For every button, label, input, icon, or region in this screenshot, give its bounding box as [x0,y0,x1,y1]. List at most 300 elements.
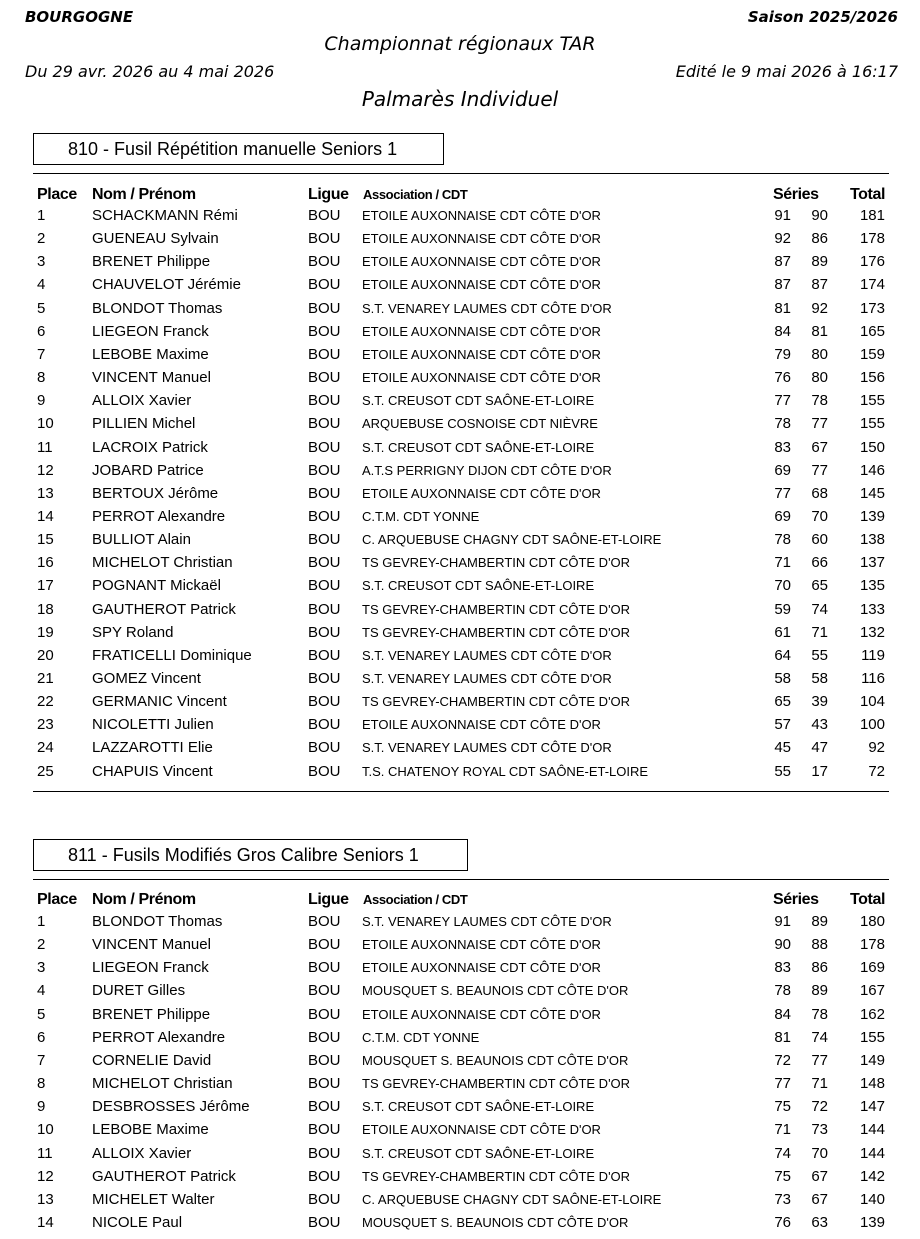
ligue-cell: BOU [308,577,341,595]
place-cell: 7 [37,345,46,363]
place-cell: 1 [37,207,46,224]
series-2-cell: 77 [811,415,828,433]
name-cell: CHAPUIS Vincent [92,762,213,780]
ligue-cell: BOU [308,1190,341,1208]
total-cell: 139 [859,507,885,525]
ligue-cell: BOU [308,1005,341,1023]
series-2-cell: 63 [811,1213,828,1231]
place-cell: 10 [37,1121,54,1139]
association-cell: A.T.S PERRIGNY DIJON CDT CÔTE D'OR [362,462,612,478]
ligue-cell: BOU [308,484,341,502]
table-row [0,323,920,346]
place-cell: 15 [37,531,54,549]
table-row [0,1075,920,1098]
total-cell: 174 [859,276,885,294]
col-header-association: Association / CDT [363,892,468,907]
place-cell: 12 [37,461,54,479]
series-2-cell: 77 [811,1051,828,1069]
place-cell: 5 [37,1005,46,1023]
region-name: BOURGOGNE [25,8,134,26]
association-cell: S.T. CREUSOT CDT SAÔNE-ET-LOIRE [362,1145,595,1161]
ligue-cell: BOU [308,739,341,757]
season-label: Saison 2025/2026 [747,8,898,26]
place-cell: 11 [37,1144,53,1162]
ligue-cell: BOU [308,646,341,664]
name-cell: PILLIEN Michel [92,415,196,433]
results-section [0,839,920,1239]
series-1-cell: 71 [774,554,791,572]
name-cell: DURET Gilles [92,982,186,1000]
total-cell: 173 [859,299,885,317]
association-cell: TS GEVREY-CHAMBERTIN CDT CÔTE D'OR [362,555,631,571]
total-cell: 148 [859,1075,885,1093]
ligue-cell: BOU [308,670,341,687]
place-cell: 18 [37,600,54,618]
total-cell: 137 [859,554,885,572]
place-cell: 4 [37,982,46,1000]
place-cell: 1 [37,913,46,930]
association-cell: ETOILE AUXONNAISE CDT CÔTE D'OR [362,937,601,953]
table-row [0,601,920,624]
divider [33,173,889,174]
total-cell: 155 [859,1028,885,1046]
table-row [0,763,920,786]
ligue-cell: BOU [308,913,341,930]
name-cell: LAZZAROTTI Elie [92,739,213,757]
table-row [0,739,920,762]
table-row [0,1006,920,1029]
total-cell: 116 [861,670,885,687]
total-cell: 92 [868,739,885,757]
association-cell: T.S. CHATENOY ROYAL CDT SAÔNE-ET-LOIRE [362,763,649,779]
total-cell: 167 [859,982,885,1000]
name-cell: SPY Roland [92,623,174,641]
association-cell: TS GEVREY-CHAMBERTIN CDT CÔTE D'OR [362,694,631,710]
series-1-cell: 76 [774,1213,791,1231]
table-row [0,439,920,462]
name-cell: MICHELOT Christian [92,1075,233,1093]
place-cell: 9 [37,392,46,410]
ligue-cell: BOU [308,531,341,549]
total-cell: 178 [859,230,885,248]
series-1-cell: 84 [774,322,791,340]
series-1-cell: 55 [774,762,791,780]
results-section [0,133,920,793]
col-header-series: Séries [773,891,819,908]
series-2-cell: 17 [811,762,828,780]
table-row [0,1191,920,1214]
col-header-place: Place [37,186,77,203]
place-cell: 2 [37,936,46,954]
total-cell: 181 [859,207,885,224]
table-row [0,670,920,693]
col-header-ligue: Ligue [308,891,349,908]
association-cell: TS GEVREY-CHAMBERTIN CDT CÔTE D'OR [362,1076,631,1092]
series-2-cell: 90 [811,207,828,224]
name-cell: ALLOIX Xavier [92,392,192,410]
divider [33,791,889,792]
place-cell: 5 [37,299,46,317]
series-2-cell: 70 [811,507,828,525]
association-cell: ETOILE AUXONNAISE CDT CÔTE D'OR [362,1122,601,1138]
name-cell: POGNANT Mickaël [92,577,221,595]
series-2-cell: 74 [811,1028,828,1046]
col-header-total: Total [850,186,886,203]
association-cell: C. ARQUEBUSE CHAGNY CDT SAÔNE-ET-LOIRE [362,1191,662,1207]
table-row [0,936,920,959]
series-1-cell: 77 [774,1075,791,1093]
section-title: 810 - Fusil Répétition manuelle Seniors 1 [33,133,444,165]
place-cell: 17 [37,577,54,595]
association-cell: MOUSQUET S. BEAUNOIS CDT CÔTE D'OR [362,1214,629,1230]
place-cell: 13 [37,1190,54,1208]
name-cell: LIEGEON Franck [92,322,209,340]
ligue-cell: BOU [308,1051,341,1069]
series-1-cell: 87 [774,253,791,271]
ligue-cell: BOU [308,415,341,433]
total-cell: 156 [859,369,885,387]
total-cell: 169 [859,959,885,977]
association-cell: MOUSQUET S. BEAUNOIS CDT CÔTE D'OR [362,983,629,999]
association-cell: S.T. VENAREY LAUMES CDT CÔTE D'OR [362,914,612,929]
association-cell: C.T.M. CDT YONNE [362,508,480,524]
edited-timestamp: Edité le 9 mai 2026 à 16:17 [675,62,898,81]
table-row [0,230,920,253]
ligue-cell: BOU [308,1075,341,1093]
ligue-cell: BOU [308,623,341,641]
ligue-cell: BOU [308,461,341,479]
series-1-cell: 78 [774,531,791,549]
ligue-cell: BOU [308,554,341,572]
association-cell: S.T. CREUSOT CDT SAÔNE-ET-LOIRE [362,578,595,594]
place-cell: 9 [37,1098,46,1116]
place-cell: 23 [37,716,54,734]
name-cell: PERROT Alexandre [92,507,226,525]
place-cell: 8 [37,1075,46,1093]
divider [33,879,889,880]
association-cell: S.T. VENAREY LAUMES CDT CÔTE D'OR [362,740,612,756]
association-cell: ETOILE AUXONNAISE CDT CÔTE D'OR [362,960,601,976]
series-2-cell: 39 [811,693,828,711]
name-cell: BRENET Philippe [92,253,211,271]
series-2-cell: 72 [811,1098,828,1116]
series-1-cell: 76 [774,369,791,387]
series-2-cell: 92 [811,299,828,317]
series-1-cell: 70 [774,577,791,595]
name-cell: LEBOBE Maxime [92,1121,209,1139]
total-cell: 165 [859,322,885,340]
table-row [0,624,920,647]
series-2-cell: 77 [811,461,828,479]
ligue-cell: BOU [308,230,341,248]
ligue-cell: BOU [308,299,341,317]
series-1-cell: 78 [774,415,791,433]
col-header-series: Séries [773,186,819,203]
ligue-cell: BOU [308,507,341,525]
series-2-cell: 71 [811,623,828,641]
table-row [0,1168,920,1191]
section-title: 811 - Fusils Modifiés Gros Calibre Seniors 1 [33,839,468,871]
series-1-cell: 58 [774,670,791,687]
name-cell: FRATICELLI Dominique [92,646,252,664]
series-1-cell: 77 [774,484,791,502]
series-2-cell: 80 [811,369,828,387]
name-cell: SCHACKMANN Rémi [92,207,238,224]
table-row [0,1214,920,1237]
ligue-cell: BOU [308,959,341,977]
table-row [0,300,920,323]
series-2-cell: 47 [811,739,828,757]
table-row [0,982,920,1005]
place-cell: 24 [37,739,54,757]
association-cell: ETOILE AUXONNAISE CDT CÔTE D'OR [362,370,601,386]
ligue-cell: BOU [308,936,341,954]
name-cell: PERROT Alexandre [92,1028,226,1046]
series-2-cell: 73 [811,1121,828,1139]
series-2-cell: 74 [811,600,828,618]
total-cell: 135 [859,577,885,595]
total-cell: 178 [859,936,885,954]
place-cell: 11 [37,438,53,456]
series-1-cell: 81 [774,299,791,317]
name-cell: ALLOIX Xavier [92,1144,192,1162]
table-row [0,485,920,508]
name-cell: GUENEAU Sylvain [92,230,219,248]
association-cell: MOUSQUET S. BEAUNOIS CDT CÔTE D'OR [362,1052,629,1068]
total-cell: 155 [859,392,885,410]
table-row [0,554,920,577]
ligue-cell: BOU [308,322,341,340]
series-1-cell: 57 [774,716,791,734]
series-2-cell: 89 [811,982,828,1000]
series-2-cell: 88 [811,936,828,954]
place-cell: 19 [37,623,54,641]
ligue-cell: BOU [308,762,341,780]
series-2-cell: 67 [811,1167,828,1185]
total-cell: 147 [859,1098,885,1116]
series-1-cell: 71 [774,1121,791,1139]
name-cell: NICOLETTI Julien [92,716,214,734]
place-cell: 16 [37,554,54,572]
place-cell: 14 [37,507,54,525]
total-cell: 149 [859,1051,885,1069]
name-cell: GOMEZ Vincent [92,670,201,687]
association-cell: ETOILE AUXONNAISE CDT CÔTE D'OR [362,254,601,270]
ligue-cell: BOU [308,392,341,410]
series-1-cell: 91 [774,913,791,930]
series-2-cell: 43 [811,716,828,734]
series-2-cell: 55 [811,646,828,664]
ligue-cell: BOU [308,1167,341,1185]
place-cell: 4 [37,276,46,294]
name-cell: LEBOBE Maxime [92,345,209,363]
table-row [0,392,920,415]
ligue-cell: BOU [308,716,341,734]
col-header-ligue: Ligue [308,186,349,203]
name-cell: BULLIOT Alain [92,531,191,549]
series-2-cell: 78 [811,1005,828,1023]
name-cell: GERMANIC Vincent [92,693,227,711]
page-subtitle: Palmarès Individuel [361,87,559,111]
table-row [0,577,920,600]
name-cell: MICHELET Walter [92,1190,215,1208]
association-cell: ARQUEBUSE COSNOISE CDT NIÈVRE [362,416,598,432]
association-cell: S.T. VENAREY LAUMES CDT CÔTE D'OR [362,300,612,316]
table-row [0,1098,920,1121]
series-2-cell: 81 [811,322,828,340]
place-cell: 3 [37,253,46,271]
series-2-cell: 60 [811,531,828,549]
table-row [0,1052,920,1075]
name-cell: CHAUVELOT Jérémie [92,276,241,294]
series-2-cell: 87 [811,276,828,294]
series-1-cell: 87 [774,276,791,294]
association-cell: TS GEVREY-CHAMBERTIN CDT CÔTE D'OR [362,601,631,617]
total-cell: 72 [868,762,885,780]
name-cell: LACROIX Patrick [92,438,208,456]
series-1-cell: 73 [774,1190,791,1208]
name-cell: JOBARD Patrice [92,461,204,479]
series-1-cell: 92 [774,230,791,248]
association-cell: ETOILE AUXONNAISE CDT CÔTE D'OR [362,323,601,339]
table-row [0,531,920,554]
series-2-cell: 89 [811,253,828,271]
series-2-cell: 70 [811,1144,828,1162]
name-cell: CORNELIE David [92,1051,212,1069]
ligue-cell: BOU [308,600,341,618]
series-1-cell: 77 [774,392,791,410]
place-cell: 6 [37,322,46,340]
association-cell: ETOILE AUXONNAISE CDT CÔTE D'OR [362,717,601,733]
name-cell: LIEGEON Franck [92,959,209,977]
name-cell: GAUTHEROT Patrick [92,600,236,618]
ligue-cell: BOU [308,1213,341,1231]
place-cell: 21 [37,670,54,687]
series-1-cell: 81 [774,1028,791,1046]
series-2-cell: 67 [811,1190,828,1208]
series-1-cell: 64 [774,646,791,664]
place-cell: 6 [37,1028,46,1046]
table-row [0,415,920,438]
association-cell: ETOILE AUXONNAISE CDT CÔTE D'OR [362,208,601,223]
series-1-cell: 84 [774,1005,791,1023]
col-header-association: Association / CDT [363,187,468,202]
series-1-cell: 75 [774,1098,791,1116]
series-1-cell: 90 [774,936,791,954]
name-cell: MICHELOT Christian [92,554,233,572]
ligue-cell: BOU [308,1144,341,1162]
series-2-cell: 67 [811,438,828,456]
total-cell: 139 [859,1213,885,1231]
series-1-cell: 91 [774,207,791,224]
association-cell: TS GEVREY-CHAMBERTIN CDT CÔTE D'OR [362,624,631,640]
series-2-cell: 65 [811,577,828,595]
series-1-cell: 61 [774,623,791,641]
series-1-cell: 69 [774,461,791,479]
name-cell: DESBROSSES Jérôme [92,1098,250,1116]
place-cell: 10 [37,415,54,433]
name-cell: VINCENT Manuel [92,369,211,387]
total-cell: 104 [859,693,885,711]
table-row [0,1145,920,1168]
association-cell: S.T. VENAREY LAUMES CDT CÔTE D'OR [362,671,612,686]
association-cell: C. ARQUEBUSE CHAGNY CDT SAÔNE-ET-LOIRE [362,532,662,548]
name-cell: NICOLE Paul [92,1213,183,1231]
total-cell: 142 [859,1167,885,1185]
ligue-cell: BOU [308,207,341,224]
series-2-cell: 68 [811,484,828,502]
series-1-cell: 72 [774,1051,791,1069]
series-2-cell: 86 [811,959,828,977]
name-cell: GAUTHEROT Patrick [92,1167,236,1185]
total-cell: 146 [859,461,885,479]
association-cell: S.T. CREUSOT CDT SAÔNE-ET-LOIRE [362,393,595,409]
series-1-cell: 45 [774,739,791,757]
table-row [0,346,920,369]
association-cell: TS GEVREY-CHAMBERTIN CDT CÔTE D'OR [362,1168,631,1184]
total-cell: 144 [859,1121,885,1139]
total-cell: 100 [859,716,885,734]
association-cell: ETOILE AUXONNAISE CDT CÔTE D'OR [362,231,601,247]
place-cell: 20 [37,646,54,664]
ligue-cell: BOU [308,276,341,294]
association-cell: ETOILE AUXONNAISE CDT CÔTE D'OR [362,277,601,293]
name-cell: BRENET Philippe [92,1005,211,1023]
association-cell: S.T. CREUSOT CDT SAÔNE-ET-LOIRE [362,439,595,455]
series-2-cell: 71 [811,1075,828,1093]
table-row [0,462,920,485]
name-cell: BLONDOT Thomas [92,299,223,317]
series-1-cell: 59 [774,600,791,618]
series-1-cell: 69 [774,507,791,525]
place-cell: 2 [37,230,46,248]
name-cell: VINCENT Manuel [92,936,211,954]
total-cell: 159 [859,345,885,363]
association-cell: S.T. VENAREY LAUMES CDT CÔTE D'OR [362,647,612,663]
total-cell: 155 [859,415,885,433]
total-cell: 132 [859,623,885,641]
place-cell: 12 [37,1167,54,1185]
ligue-cell: BOU [308,1028,341,1046]
ligue-cell: BOU [308,253,341,271]
ligue-cell: BOU [308,438,341,456]
ligue-cell: BOU [308,982,341,1000]
date-range: Du 29 avr. 2026 au 4 mai 2026 [25,62,275,81]
total-cell: 133 [859,600,885,618]
series-1-cell: 75 [774,1167,791,1185]
association-cell: ETOILE AUXONNAISE CDT CÔTE D'OR [362,1006,601,1022]
table-row [0,207,920,230]
table-row [0,253,920,276]
place-cell: 13 [37,484,54,502]
series-2-cell: 80 [811,345,828,363]
table-row [0,647,920,670]
place-cell: 3 [37,959,46,977]
association-cell: ETOILE AUXONNAISE CDT CÔTE D'OR [362,485,601,501]
total-cell: 176 [859,253,885,271]
table-row [0,369,920,392]
table-row [0,276,920,299]
series-2-cell: 89 [811,913,828,930]
series-2-cell: 78 [811,392,828,410]
name-cell: BLONDOT Thomas [92,913,223,930]
table-row [0,508,920,531]
col-header-name: Nom / Prénom [92,891,196,908]
series-2-cell: 58 [811,670,828,687]
table-row [0,693,920,716]
series-1-cell: 83 [774,959,791,977]
series-1-cell: 78 [774,982,791,1000]
